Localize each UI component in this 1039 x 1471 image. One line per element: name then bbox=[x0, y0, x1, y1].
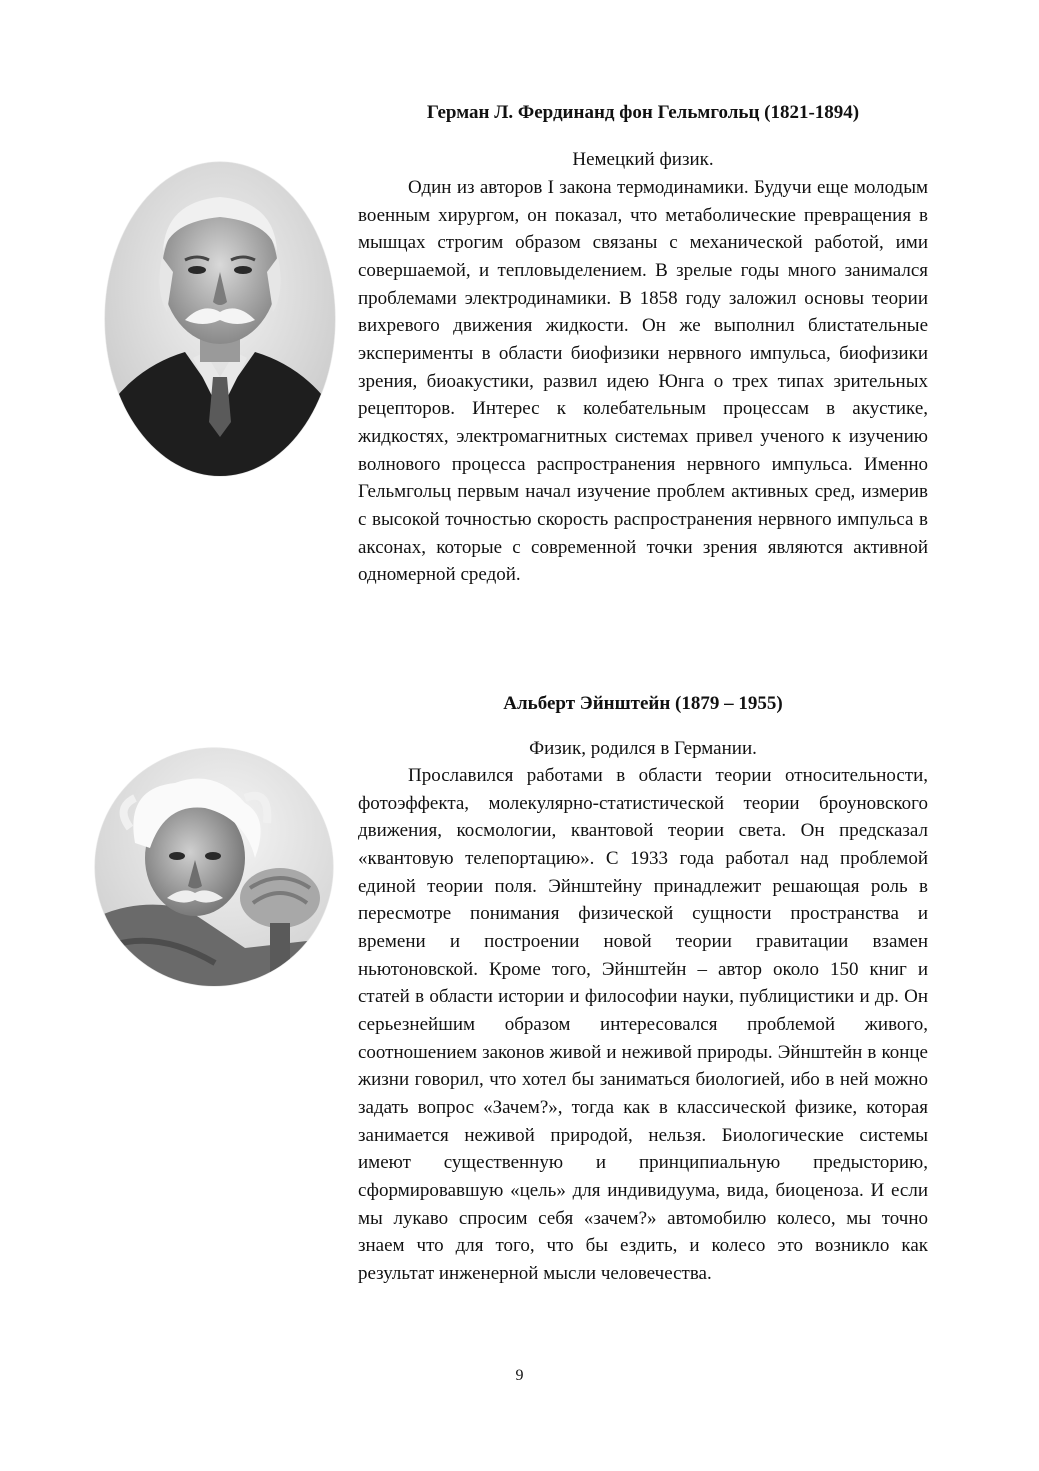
einstein-portrait bbox=[95, 748, 333, 986]
einstein-subtitle: Физик, родился в Германии. bbox=[529, 738, 757, 759]
einstein-title: Альберт Эйнштейн (1879 – 1955) bbox=[503, 693, 783, 714]
page-number: 9 bbox=[515, 1367, 524, 1384]
helmholtz-subtitle: Немецкий физик. bbox=[572, 149, 714, 170]
einstein-biography: Прославился работами в области теории относительности, фотоэффекта, молекулярно-статистической теории броуновского движения, космологии, квантовой теории света. Он предсказал «квантовую телепортацию». С 1933 года работал над проблемой единой теории поля. Эйнштейну принадлежит решающая роль в пересмотре понимания физической сущности пространства и времени и построении новой теории гравитации взамен ньютоновской. Кроме того, Эйнштейн – автор около 150 книг и статей в области истории и философии науки, публицистики и др. Он серьезнейшим образом интересовался проблемой живого, соотношением законов живой и неживой природы. Эйнштейн в конце жизни говорил, что хотел бы заниматься биологией, ибо в ней можно задать вопрос «Зачем?», тогда как в классической физике, которая занимается неживой природой, нельзя. Биологические системы имеют существенную и принципиальную предысторию, сформировавшую «цель» для индивидуума, вида, биоценоза. И если мы лукаво спросим себя «зачем?» автомобилю колесо, мы точно знаем что для того, что бы ездить, и колесо это возникло как результат инженерной мысли человечества. bbox=[358, 765, 928, 1284]
helmholtz-portrait-image bbox=[105, 162, 335, 476]
einstein-portrait-image bbox=[95, 748, 333, 986]
helmholtz-biography: Один из авторов I закона термодинамики. Будучи еще молодым военным хирургом, он показал, что метаболические превращения в мышцах строгим образом связаны с механической работой, ими совершаемой, и тепловыделением. В зрелые годы много занимался проблемами электродинамики. В 1858 году заложил основы теории вихревого движения жидкости. Он же выполнил блистательные эксперименты в области биофизики нервного импульса, биофизики зрения, биоакустики, развил идею Юнга о трех типах зрительных рецепторов. Интерес к колебательным процессам в акустике, жидкостях, электромагнитных системах привел ученого к изучению волнового процесса распространения нервного импульса. Именно Гельмгольц первым начал изучение проблем активных сред, измерив с высокой точностью скорость распространения нервного импульса в аксонах, которые с современной точки зрения являются активной одномерной средой. bbox=[358, 177, 928, 586]
helmholtz-portrait bbox=[105, 162, 335, 476]
helmholtz-title: Герман Л. Фердинанд фон Гельмгольц (1821-1894) bbox=[426, 102, 860, 123]
